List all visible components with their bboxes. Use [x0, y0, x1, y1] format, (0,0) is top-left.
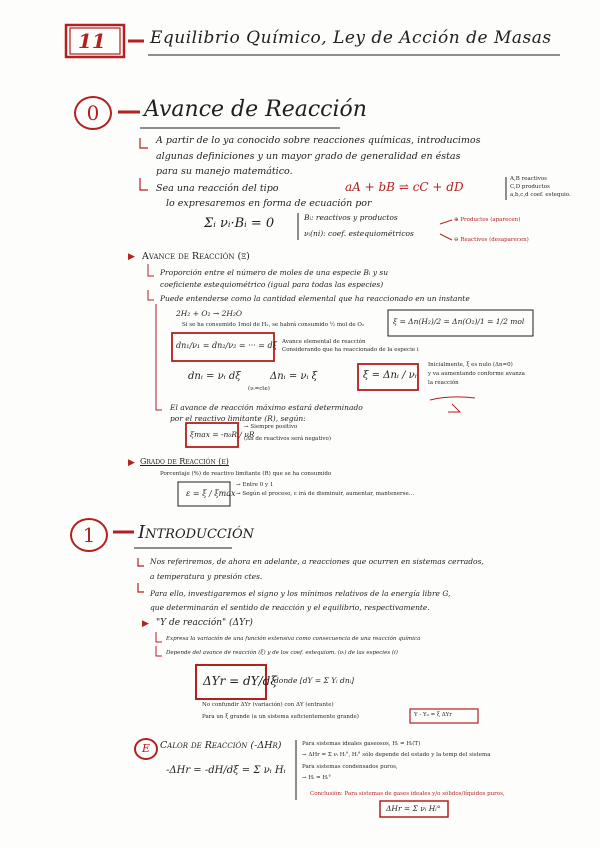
dn-formula: dnᵢ = νᵢ dξ	[188, 371, 241, 382]
sec1-intro-1: Nos referiremos, de ahora en adelante, a reacciones que ocurren en sistemas cerrados,	[150, 557, 484, 566]
delta-line-2: Depende del avance de reacción (ξ) y de los coef. estequiom. (νᵢ) de las especies (i)	[166, 650, 398, 656]
sign-note-reactants: ⊖ Reactivos (desaparecen)	[454, 237, 529, 243]
section1-number: 1	[70, 518, 108, 552]
delta-heading: "Y de reacción" (ΔYr)	[156, 618, 253, 628]
xi-box-note-1: Inicialmente, ξ es nulo (Δn=0)	[428, 362, 513, 368]
ratio-note-2: Considerando que ha reaccionado de la especie i	[282, 347, 419, 353]
epsilon-formula: ε = ξ / ξmax	[186, 489, 236, 498]
avance-line-3: Puede entenderse como la cantidad elemental que ha reaccionado en un instante	[160, 294, 470, 303]
avance-line-2: coeficiente estequiométrico (igual para todas las especies)	[160, 280, 384, 289]
ratio-formula: dn₁/ν₁ = dn₂/ν₂ = ··· = dξ	[176, 341, 278, 350]
calor-marker: E	[134, 738, 158, 760]
delta-note-box: Y - Y₀ = ξ ΔYr	[414, 712, 452, 718]
xi-max-formula: ξmax = -n₀R / νR	[190, 430, 255, 439]
calor-formula: -ΔHr = -dH/dξ = Σ νᵢ Hᵢ	[166, 765, 286, 776]
sec1-para-1: Para ello, investigaremos el signo y los mínimos relativos de la energía libre G,	[150, 589, 451, 598]
example-reaction: 2H₂ + O₂ → 2H₂O	[176, 309, 243, 318]
delta-box-formula: ΔYr = dY/dξ	[203, 674, 277, 688]
delta-note-2: Para un ξ grande (a un sistema suficientemente grande)	[202, 714, 359, 720]
header-number: 11	[78, 29, 106, 53]
sec1-para-2: que determinarán el sentido de reacción y el equilibrio, respectivamente.	[150, 603, 430, 612]
ratio-note-1: Avance elemental de reacción	[282, 339, 366, 345]
page-title: Equilibrio Químico, Ley de Acción de Masas	[150, 28, 552, 48]
delta-right-formula: donde [dY = Σ Yᵢ dnᵢ]	[274, 676, 355, 685]
epsilon-note-2: → Según el proceso, ε irá de disminuir, aumentar, mantenerse…	[236, 491, 415, 497]
reaction-lead: Sea una reacción del tipo	[156, 183, 279, 194]
calor-line-1: Para sistemas ideales gaseosos, Hᵢ = Hᵢ(T)	[302, 741, 421, 747]
grado-line: Porcentaje (%) de reactivo limitante (R) que se ha consumido	[160, 471, 332, 477]
sec0-intro-3: para su manejo matemático.	[156, 166, 293, 177]
limit-line-1: El avance de reacción máximo estará determinado	[170, 403, 363, 412]
example-note: Si se ha consumido 1mol de H₂, se habrá consumido ½ mol de O₂	[182, 322, 365, 328]
sec1-intro-2: a temperatura y presión ctes.	[150, 572, 263, 581]
xi-box-formula: ξ = Δnᵢ / νᵢ	[363, 370, 417, 381]
sec0-intro-1: A partir de lo ya conocido sobre reacciones químicas, introducimos	[156, 135, 481, 146]
conclusion-box-formula: ΔHr = Σ νᵢ Hᵢ°	[386, 804, 441, 813]
dn-note: (νᵢ=cte)	[248, 386, 270, 392]
sum-equation: Σᵢ νᵢ·Bᵢ = 0	[204, 216, 275, 231]
reaction-note-3: a,b,c,d coef. estequio.	[510, 192, 571, 198]
sec0-intro-2: algunas definiciones y un mayor grado de generalidad en éstas	[156, 151, 461, 162]
reaction-note-2: C,D productos	[510, 184, 550, 190]
sign-note-products: ⊕ Productos (aparecen)	[454, 217, 521, 223]
calor-line-2: → ΔHr = Σ νᵢ Hᵢ°, Hᵢ° sólo depende del estado y la temp del sistema	[302, 752, 491, 758]
bullet-delta: ▶	[142, 619, 149, 629]
calor-heading: Calor de Reacción (-ΔHr)	[160, 740, 282, 751]
xi-max-note-1: → Siempre positivo	[244, 424, 298, 430]
epsilon-note-1: → Entre 0 y 1	[236, 482, 274, 488]
bullet-avance: ▶	[128, 252, 135, 262]
limit-line-2: por el reactivo limitante (R), según:	[170, 414, 306, 423]
sum-def-2: νᵢ(ni): coef. estequiométricos	[304, 229, 414, 238]
avance-heading: Avance de Reacción (ξ)	[142, 251, 250, 262]
conclusion-line: Conclusión: Para sistemas de gases ideales y/o sólidos/líquidos puros,	[310, 791, 505, 797]
avance-line-1: Proporción entre el número de moles de una especie Bᵢ y su	[160, 268, 389, 277]
grado-heading: Grado de Reacción (ε)	[140, 457, 229, 466]
delta-line-1: Expresa la variación de una función extensiva como consecuencia de una reacción química	[166, 636, 421, 642]
delta-note-1: No confundir ΔYr (variación) con ΔY (entrante)	[202, 702, 334, 708]
reaction-equation: aA + bB ⇌ cC + dD	[345, 180, 464, 194]
sum-def-1: Bᵢ: reactivos y productos	[304, 213, 398, 222]
calor-line-3: Para sistemas condensados puros,	[302, 764, 398, 770]
calor-line-4: → Hᵢ = Hᵢ°	[302, 775, 332, 781]
xi-max-note-2: (Δn de reactivos será negativo)	[244, 436, 331, 442]
express-line: lo expresaremos en forma de ecuación por	[166, 198, 372, 209]
xi-box-note-3: la reacción	[428, 380, 459, 386]
reaction-note-1: A,B reactivos	[510, 176, 547, 182]
section1-title: Introducción	[138, 522, 255, 543]
bullet-grado: ▶	[128, 458, 135, 468]
section0-number: 0	[74, 96, 112, 130]
section0-title: Avance de Reacción	[144, 97, 367, 122]
xi-example-formula: ξ = Δn(H₂)/2 = Δn(O₂)/1 = 1/2 mol	[393, 317, 525, 326]
xi-box-note-2: y va aumentando conforme avanza	[428, 371, 525, 377]
dn-arrow-formula: Δnᵢ = νᵢ ξ	[270, 371, 318, 382]
